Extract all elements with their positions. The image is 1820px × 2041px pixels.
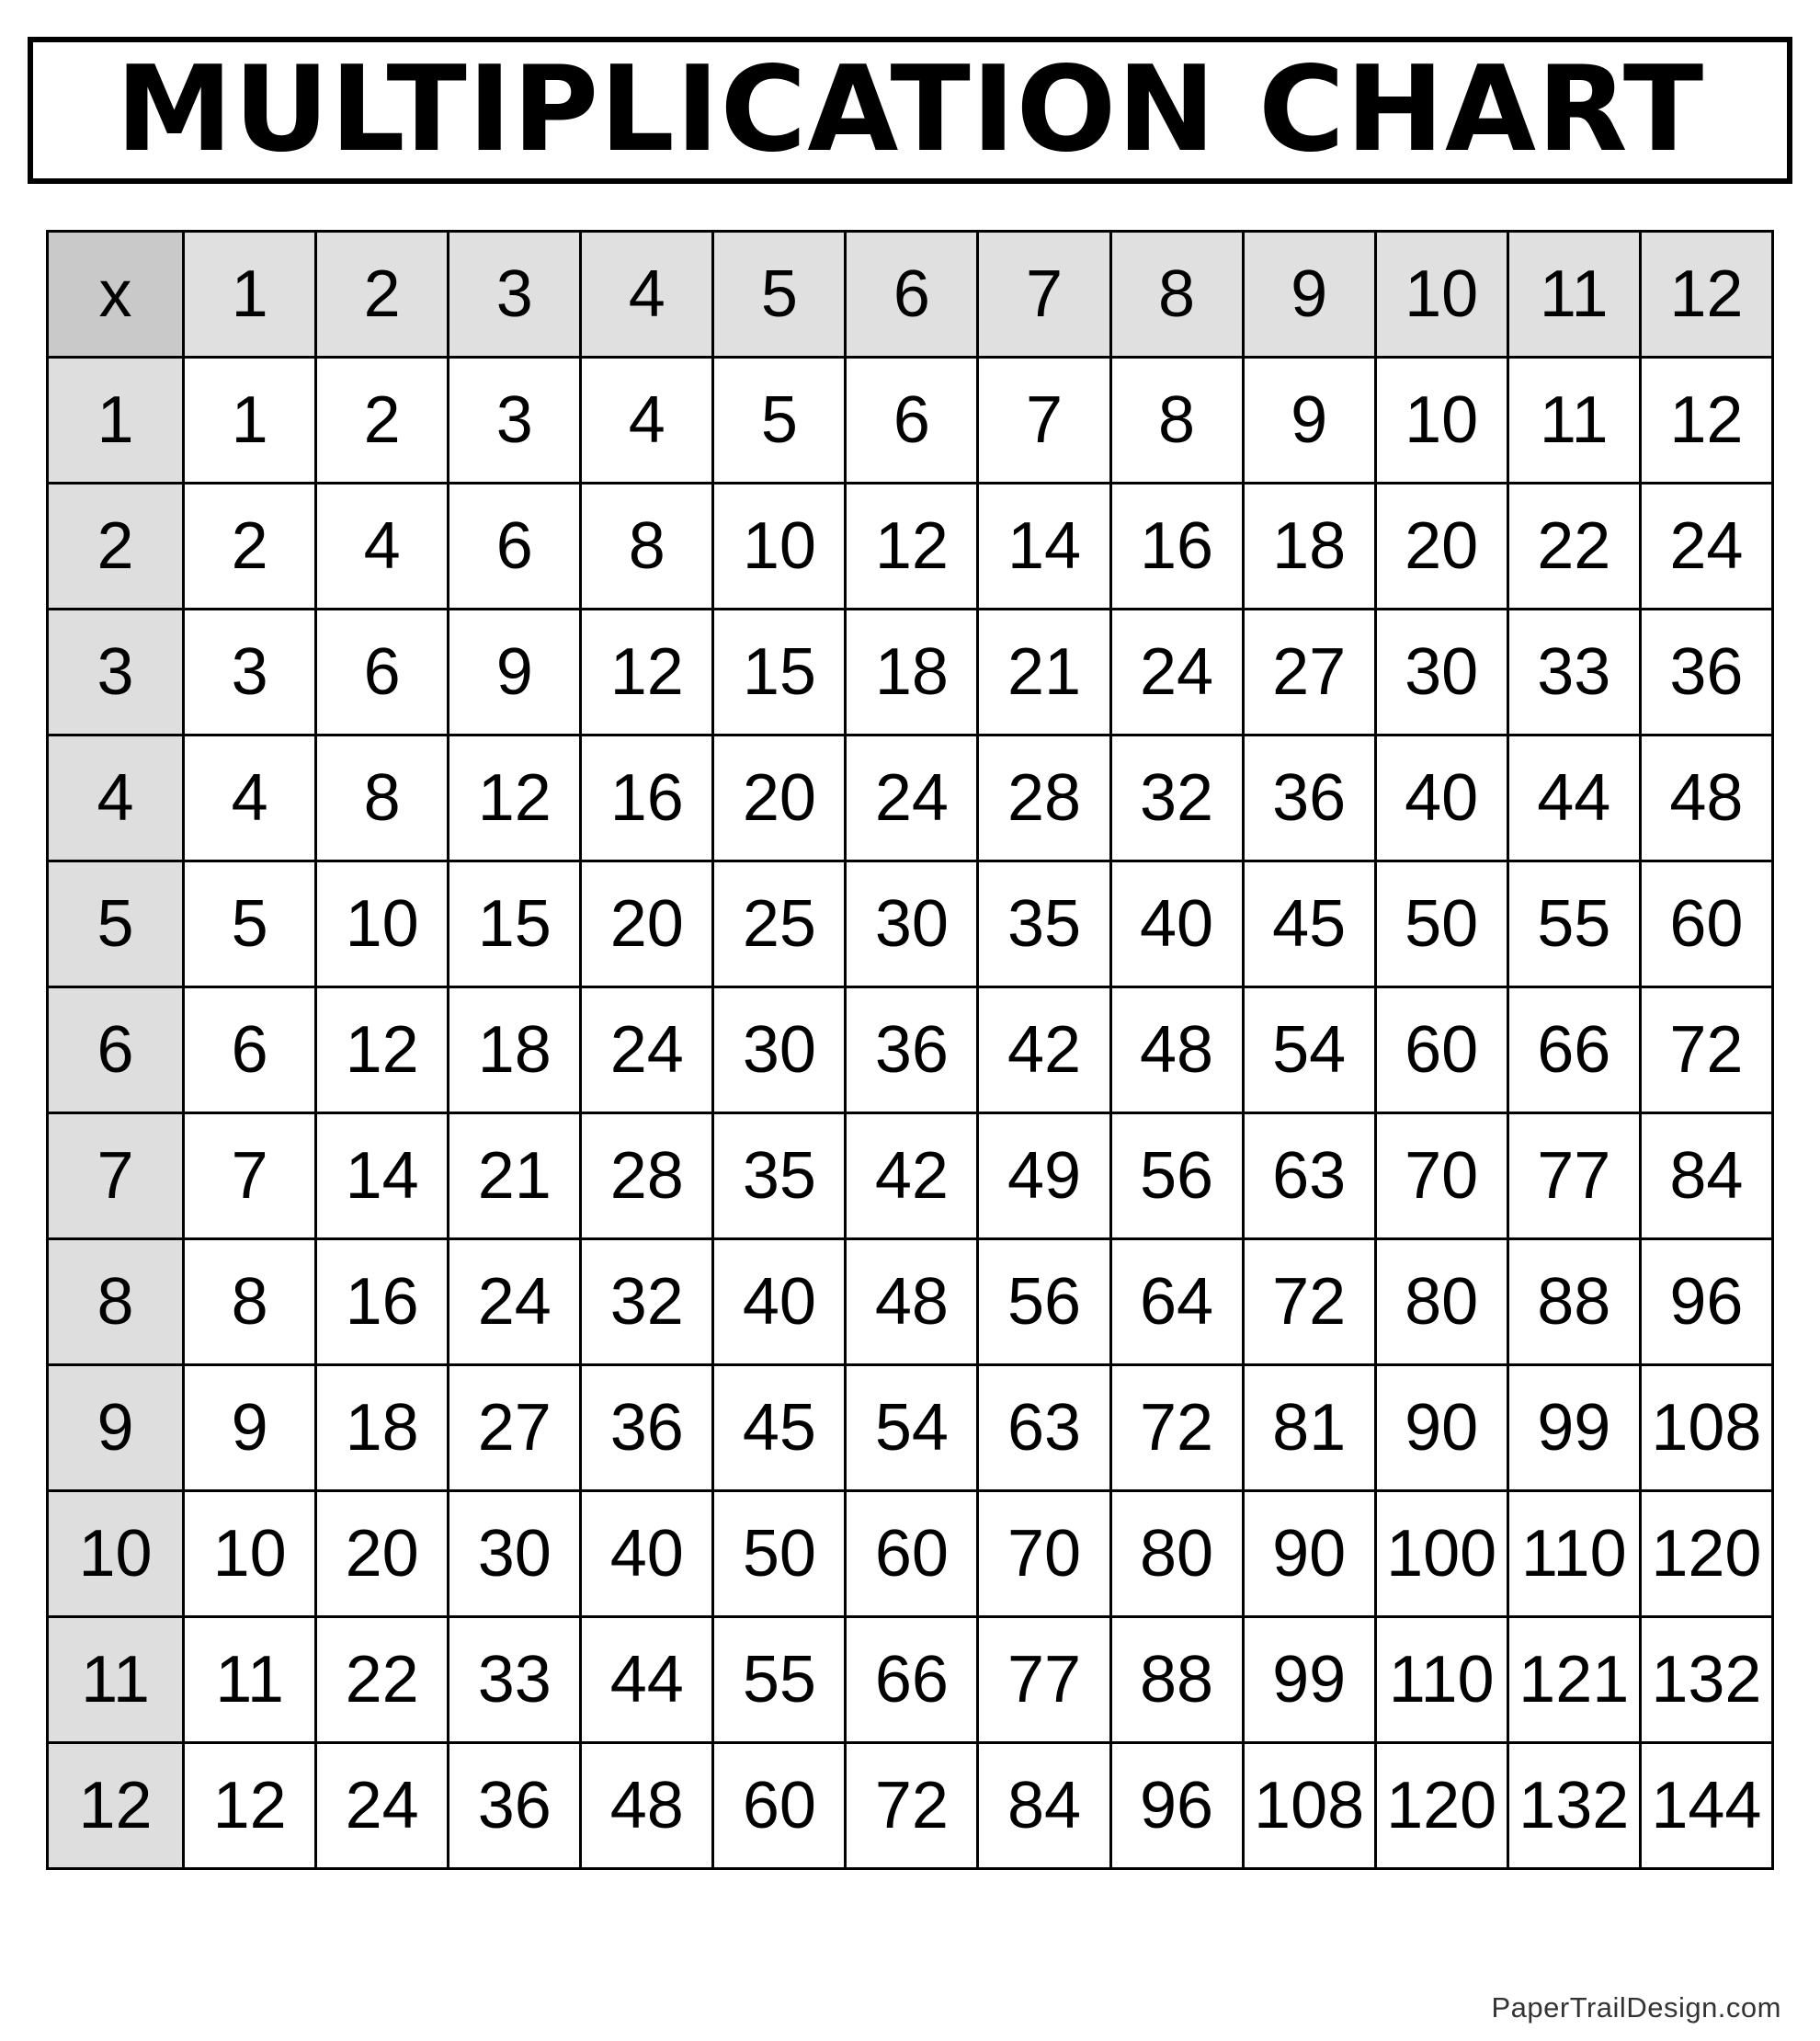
table-cell: 2 (316, 358, 449, 484)
table-cell: 12 (1640, 358, 1772, 484)
table-row (48, 1113, 1773, 1239)
table-cell: 60 (713, 1743, 846, 1869)
column-header: 2 (316, 232, 449, 358)
table-cell: 80 (1110, 1491, 1243, 1617)
table-cell: 66 (846, 1617, 978, 1743)
row-header: 7 (48, 1113, 184, 1239)
table-cell: 56 (978, 1239, 1110, 1365)
table-cell: 50 (1375, 861, 1507, 987)
table-cell: 27 (1243, 610, 1375, 735)
table-cell: 40 (1110, 861, 1243, 987)
table-cell: 8 (1110, 358, 1243, 484)
table-cell: 20 (1375, 484, 1507, 610)
multiply-symbol-header: x (48, 232, 184, 358)
table-cell: 44 (1507, 735, 1640, 861)
table-cell: 35 (713, 1113, 846, 1239)
table-cell: 4 (581, 358, 713, 484)
table-cell: 60 (1640, 861, 1772, 987)
table-cell: 88 (1507, 1239, 1640, 1365)
column-header: 9 (1243, 232, 1375, 358)
table-cell: 48 (1640, 735, 1772, 861)
table-cell: 36 (1243, 735, 1375, 861)
table-cell: 18 (316, 1365, 449, 1491)
table-cell: 10 (713, 484, 846, 610)
table-cell: 36 (581, 1365, 713, 1491)
table-cell: 66 (1507, 987, 1640, 1113)
row-header: 8 (48, 1239, 184, 1365)
table-cell: 42 (846, 1113, 978, 1239)
table-cell: 33 (1507, 610, 1640, 735)
table-cell: 70 (978, 1491, 1110, 1617)
table-cell: 30 (713, 987, 846, 1113)
table-cell: 144 (1640, 1743, 1772, 1869)
table-cell: 7 (978, 358, 1110, 484)
table-cell: 8 (184, 1239, 316, 1365)
table-cell: 84 (1640, 1113, 1772, 1239)
table-cell: 96 (1110, 1743, 1243, 1869)
table-cell: 121 (1507, 1617, 1640, 1743)
table-cell: 99 (1243, 1617, 1375, 1743)
column-header: 3 (449, 232, 581, 358)
table-row (48, 1365, 1773, 1491)
table-cell: 60 (846, 1491, 978, 1617)
table-cell: 96 (1640, 1239, 1772, 1365)
title-box (28, 37, 1792, 184)
table-row (48, 861, 1773, 987)
table-cell: 22 (1507, 484, 1640, 610)
row-header: 12 (48, 1743, 184, 1869)
table-cell: 44 (581, 1617, 713, 1743)
table-body (48, 358, 1773, 1869)
table-cell: 6 (316, 610, 449, 735)
table-cell: 9 (1243, 358, 1375, 484)
table-cell: 28 (978, 735, 1110, 861)
table-cell: 12 (449, 735, 581, 861)
table-cell: 4 (184, 735, 316, 861)
table-cell: 3 (184, 610, 316, 735)
table-cell: 60 (1375, 987, 1507, 1113)
column-header: 4 (581, 232, 713, 358)
table-cell: 14 (978, 484, 1110, 610)
table-cell: 30 (449, 1491, 581, 1617)
table-cell: 22 (316, 1617, 449, 1743)
table-row (48, 735, 1773, 861)
table-cell: 77 (1507, 1113, 1640, 1239)
row-header: 6 (48, 987, 184, 1113)
table-cell: 55 (1507, 861, 1640, 987)
table-cell: 48 (581, 1743, 713, 1869)
table-cell: 24 (316, 1743, 449, 1869)
table-cell: 28 (581, 1113, 713, 1239)
table-cell: 21 (449, 1113, 581, 1239)
table-cell: 21 (978, 610, 1110, 735)
table-cell: 72 (1110, 1365, 1243, 1491)
column-header: 11 (1507, 232, 1640, 358)
table-head (48, 232, 1773, 358)
table-cell: 15 (713, 610, 846, 735)
row-header: 10 (48, 1491, 184, 1617)
table-cell: 8 (581, 484, 713, 610)
table-cell: 108 (1243, 1743, 1375, 1869)
table-cell: 12 (846, 484, 978, 610)
table-cell: 30 (846, 861, 978, 987)
table-cell: 42 (978, 987, 1110, 1113)
table-cell: 12 (316, 987, 449, 1113)
table-cell: 16 (1110, 484, 1243, 610)
table-cell: 100 (1375, 1491, 1507, 1617)
table-cell: 24 (1640, 484, 1772, 610)
table-cell: 7 (184, 1113, 316, 1239)
table-cell: 40 (1375, 735, 1507, 861)
table-cell: 72 (1243, 1239, 1375, 1365)
table-header-row (48, 232, 1773, 358)
multiplication-table (46, 230, 1774, 1870)
row-header: 3 (48, 610, 184, 735)
row-header: 11 (48, 1617, 184, 1743)
table-cell: 15 (449, 861, 581, 987)
table-cell: 64 (1110, 1239, 1243, 1365)
table-cell: 12 (581, 610, 713, 735)
table-cell: 81 (1243, 1365, 1375, 1491)
row-header: 2 (48, 484, 184, 610)
column-header: 5 (713, 232, 846, 358)
table-cell: 18 (1243, 484, 1375, 610)
table-cell: 49 (978, 1113, 1110, 1239)
table-cell: 45 (713, 1365, 846, 1491)
column-header: 7 (978, 232, 1110, 358)
column-header: 8 (1110, 232, 1243, 358)
table-cell: 132 (1507, 1743, 1640, 1869)
table-cell: 6 (846, 358, 978, 484)
table-cell: 24 (846, 735, 978, 861)
table-cell: 25 (713, 861, 846, 987)
table-cell: 10 (184, 1491, 316, 1617)
table-cell: 4 (316, 484, 449, 610)
row-header: 4 (48, 735, 184, 861)
table-cell: 11 (1507, 358, 1640, 484)
table-cell: 30 (1375, 610, 1507, 735)
table-cell: 120 (1640, 1491, 1772, 1617)
table-cell: 12 (184, 1743, 316, 1869)
table-cell: 32 (1110, 735, 1243, 861)
table-cell: 20 (581, 861, 713, 987)
table-cell: 80 (1375, 1239, 1507, 1365)
table-cell: 24 (581, 987, 713, 1113)
table-cell: 18 (449, 987, 581, 1113)
column-header: 6 (846, 232, 978, 358)
table-cell: 40 (713, 1239, 846, 1365)
table-cell: 50 (713, 1491, 846, 1617)
table-cell: 54 (846, 1365, 978, 1491)
table-cell: 108 (1640, 1365, 1772, 1491)
table-cell: 99 (1507, 1365, 1640, 1491)
table-cell: 10 (1375, 358, 1507, 484)
table-cell: 11 (184, 1617, 316, 1743)
table-cell: 72 (1640, 987, 1772, 1113)
table-cell: 40 (581, 1491, 713, 1617)
table-row (48, 987, 1773, 1113)
table-cell: 56 (1110, 1113, 1243, 1239)
table-cell: 6 (449, 484, 581, 610)
table-cell: 63 (978, 1365, 1110, 1491)
table-cell: 132 (1640, 1617, 1772, 1743)
page-title: MULTIPLICATION CHART (115, 41, 1705, 178)
table-cell: 120 (1375, 1743, 1507, 1869)
table-cell: 16 (581, 735, 713, 861)
table-cell: 110 (1507, 1491, 1640, 1617)
table-cell: 72 (846, 1743, 978, 1869)
table-row (48, 1617, 1773, 1743)
table-row (48, 1239, 1773, 1365)
table-cell: 14 (316, 1113, 449, 1239)
table-cell: 24 (449, 1239, 581, 1365)
table-cell: 20 (316, 1491, 449, 1617)
table-cell: 63 (1243, 1113, 1375, 1239)
table-cell: 70 (1375, 1113, 1507, 1239)
table-cell: 18 (846, 610, 978, 735)
row-header: 9 (48, 1365, 184, 1491)
table-cell: 36 (846, 987, 978, 1113)
column-header: 12 (1640, 232, 1772, 358)
table-cell: 48 (846, 1239, 978, 1365)
table-row (48, 1491, 1773, 1617)
table-row (48, 358, 1773, 484)
column-header: 10 (1375, 232, 1507, 358)
table-cell: 45 (1243, 861, 1375, 987)
table-cell: 88 (1110, 1617, 1243, 1743)
table-cell: 36 (1640, 610, 1772, 735)
table-cell: 27 (449, 1365, 581, 1491)
row-header: 1 (48, 358, 184, 484)
table-row (48, 484, 1773, 610)
table-cell: 84 (978, 1743, 1110, 1869)
table-cell: 16 (316, 1239, 449, 1365)
table-cell: 55 (713, 1617, 846, 1743)
table-cell: 32 (581, 1239, 713, 1365)
table-cell: 10 (316, 861, 449, 987)
table-cell: 9 (449, 610, 581, 735)
table-cell: 90 (1243, 1491, 1375, 1617)
table-cell: 8 (316, 735, 449, 861)
table-cell: 5 (713, 358, 846, 484)
footer-credit: PaperTrailDesign.com (1491, 1991, 1781, 2024)
table-cell: 77 (978, 1617, 1110, 1743)
table-cell: 24 (1110, 610, 1243, 735)
table-cell: 2 (184, 484, 316, 610)
table-cell: 36 (449, 1743, 581, 1869)
table-cell: 6 (184, 987, 316, 1113)
table-cell: 33 (449, 1617, 581, 1743)
table-cell: 48 (1110, 987, 1243, 1113)
table-row (48, 610, 1773, 735)
table-cell: 3 (449, 358, 581, 484)
table-cell: 9 (184, 1365, 316, 1491)
column-header: 1 (184, 232, 316, 358)
table-cell: 1 (184, 358, 316, 484)
table-cell: 110 (1375, 1617, 1507, 1743)
row-header: 5 (48, 861, 184, 987)
chart-container (28, 230, 1792, 1870)
table-cell: 20 (713, 735, 846, 861)
table-cell: 54 (1243, 987, 1375, 1113)
table-row (48, 1743, 1773, 1869)
table-cell: 90 (1375, 1365, 1507, 1491)
table-cell: 35 (978, 861, 1110, 987)
table-cell: 5 (184, 861, 316, 987)
